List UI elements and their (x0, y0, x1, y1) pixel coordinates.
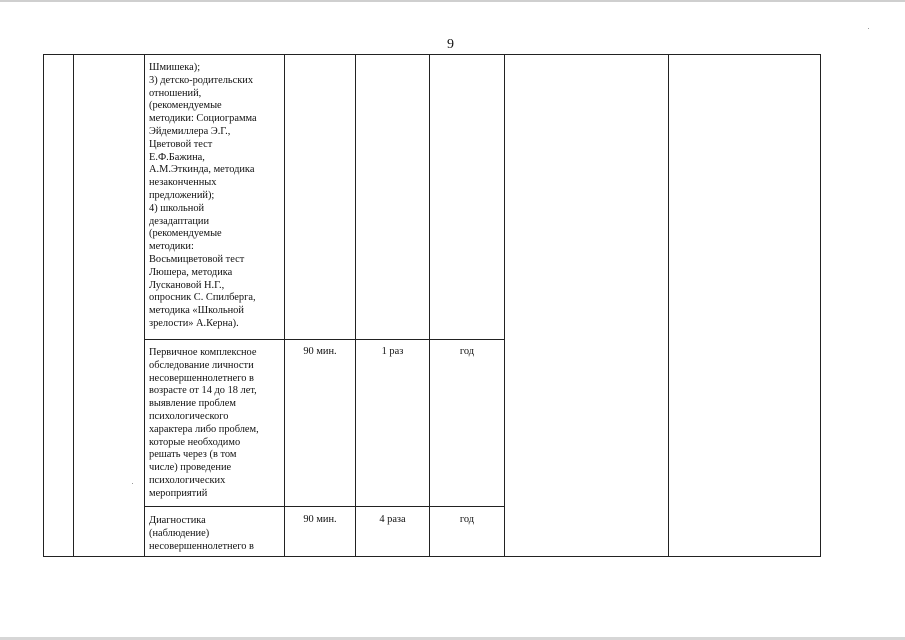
scan-speck (132, 483, 133, 484)
services-table (43, 54, 821, 557)
row-3-description: Диагностика (наблюдение) несовершеннолетнего в (149, 515, 254, 552)
row-3-frequency: 4 раза (379, 514, 406, 525)
col-border-0 (43, 54, 44, 557)
table-bottom-border (43, 556, 821, 557)
col-border-3 (284, 54, 285, 557)
col-border-5 (429, 54, 430, 557)
row-3-duration: 90 мин. (303, 514, 337, 525)
row-1-description: Шмишека); 3) детско-родительских отношений, (рекомендуемые методики: Социограмма Эйдемиллера Э.Г., Цветовой тест Е.Ф.Бажина, А.М.Эткинда, методика незаконченных предложений); 4) школьной дезадаптации (рекомендуемые методики: Восьмицветовой тест Люшера, методика Лускановой Н.Г., опросник С. Спилберга, методика «Школьной зрелости» А.Керна). (149, 62, 257, 329)
row-divider-2 (144, 506, 505, 507)
col-border-8 (820, 54, 821, 557)
col-border-4 (355, 54, 356, 557)
page-number: 9 (447, 37, 454, 52)
scan-speck (868, 28, 869, 29)
row-2-description: Первичное комплексное обследование личности несовершеннолетнего в возрасте от 14 до 18 лет, выявление проблем психологического характера либо проблем, которые необходимо решать через (в том числе) проведение психологических мероприятий (149, 347, 259, 499)
col-border-7 (668, 54, 669, 557)
col-border-6 (504, 54, 505, 557)
row-2-period: год (459, 346, 475, 357)
col-border-2 (144, 54, 145, 557)
row-3-period: год (459, 514, 475, 525)
row-2-frequency: 1 раз (381, 346, 404, 357)
col-border-1 (73, 54, 74, 557)
row-2-duration: 90 мин. (303, 346, 337, 357)
row-divider-1 (144, 339, 505, 340)
scan-edge-top (0, 0, 905, 2)
table-top-border (43, 54, 821, 55)
